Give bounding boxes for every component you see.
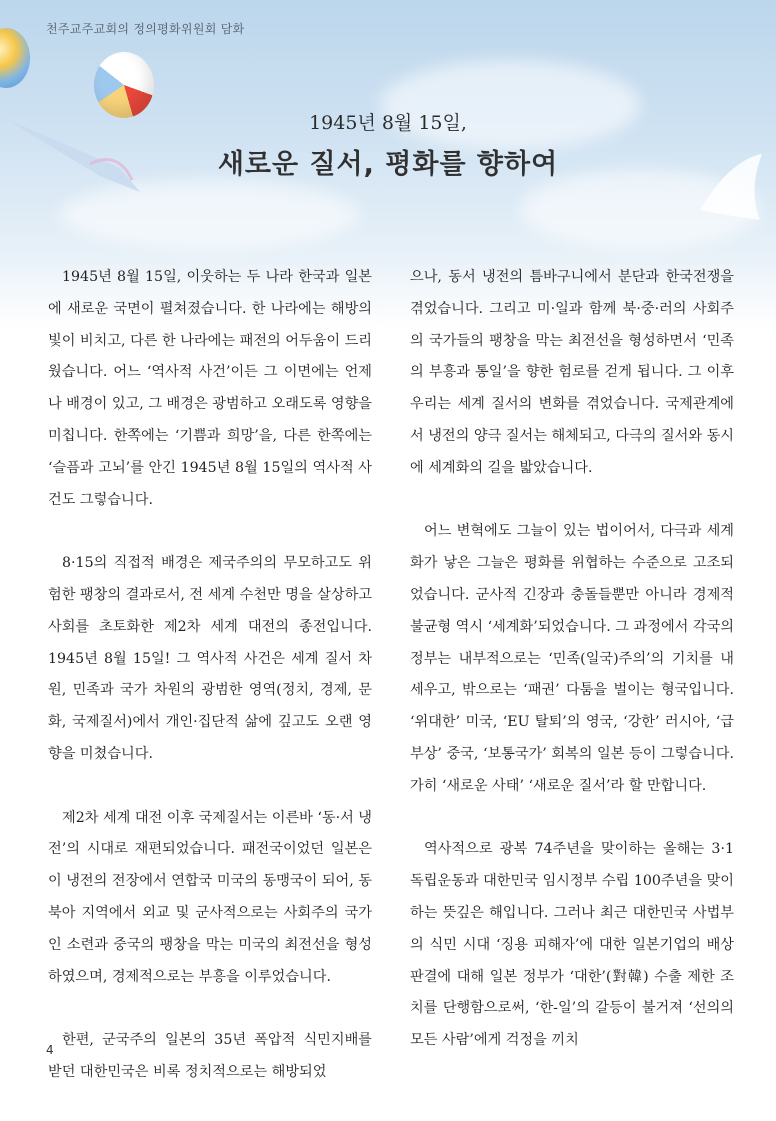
left-text-column (48, 262, 372, 1121)
paragraph: 8·15의 직접적 배경은 제국주의의 무모하고도 위험한 팽창의 결과로서, 전 세계 수천만 명을 살상하고 사회를 초토화한 제2차 세계 대전의 종전입니다. 1945년 8월 15일! 그 역사적 사건은 세계 질서 차원, 민족과 국가 차원의 광범한 영역(정치, 경제, 문화, 국제질서)에서 개인·집단적 삶에 깊고도 오랜 영향을 미쳤습니다. (48, 555, 372, 762)
right-text-column (410, 262, 734, 1089)
page-title: 새로운 질서, 평화를 향하여 (217, 149, 559, 180)
paragraph: 으나, 동서 냉전의 틈바구니에서 분단과 한국전쟁을 겪었습니다. 그리고 미·일과 함께 북·중·러의 사회주의 국가들의 팽창을 막는 최전선을 형성하면서 ‘민족의 부흥과 통일’을 향한 험로를 걷게 됩니다. 그 이후 우리는 세계 질서의 변화를 겪었습니다. 국제관계에서 냉전의 양극 질서는 해체되고, 다극의 질서와 동시에 세계화의 길을 밟았습니다. (410, 269, 734, 476)
paragraph: 어느 변혁에도 그늘이 있는 법이어서, 다극과 세계화가 낳은 그늘은 평화를 위협하는 수준으로 고조되었습니다. 군사적 긴장과 충돌들뿐만 아니라 경제적 불균형 역시 ‘세계화’되었습니다. 그 과정에서 각국의 정부는 내부적으로는 ‘민족(일국)주의’의 기치를 내세우고, 밖으로는 ‘패권’ 다툼을 벌이는 형국입니다. ‘위대한’ 미국, ‘EU 탈퇴’의 영국, ‘강한’ 러시아, ‘급부상’ 중국, ‘보통국가’ 회복의 일본 등이 그렇습니다. 가히 ‘새로운 사태’ ‘새로운 질서’라 할 만합니다. (410, 523, 734, 794)
paragraph: 1945년 8월 15일, 이웃하는 두 나라 한국과 일본에 새로운 국면이 펼쳐졌습니다. 한 나라에는 해방의 빛이 비치고, 다른 한 나라에는 패전의 어두움이 드리웠습니다. 어느 ‘역사적 사건’이든 그 이면에는 언제나 배경이 있고, 그 배경은 광범하고 오래도록 영향을 미칩니다. 한쪽에는 ‘기쁨과 희망’을, 다른 한쪽에는 ‘슬픔과 고뇌’를 안긴 1945년 8월 15일의 역사적 사건도 그렇습니다. (48, 269, 372, 508)
paragraph: 제2차 세계 대전 이후 국제질서는 이른바 ‘동·서 냉전’의 시대로 재편되었습니다. 패전국이었던 일본은 이 냉전의 전장에서 연합국 미국의 동맹국이 되어, 동북아 지역에서 외교 및 군사적으로는 사회주의 국가인 소련과 중국의 팽창을 막는 미국의 최전선을 형성하였으며, 경제적으로는 부흥을 이루었습니다. (48, 809, 373, 985)
page-number: 4 (46, 1043, 54, 1057)
paragraph: 역사적으로 광복 74주년을 맞이하는 올해는 3·1 독립운동과 대한민국 임시정부 수립 100주년을 맞이하는 뜻깊은 해입니다. 그러나 최근 대한민국 사법부의 식민 시대 ‘징용 피해자’에 대한 일본기업의 배상 판결에 대해 일본 정부가 ‘대한’(對韓) 수출 제한 조치를 단행함으로써, ‘한-일’의 갈등이 불거져 ‘선의의 모든 사람’에게 걱정을 끼치 (410, 841, 734, 1049)
balloon-decoration-left (0, 28, 30, 88)
paragraph: 한편, 군국주의 일본의 35년 폭압적 식민지배를 받던 대한민국은 비록 정치적으로는 해방되었 (48, 1032, 372, 1080)
header-label: 천주교주교회의 정의평화위원회 담화 (46, 22, 245, 36)
cloud-decoration (380, 60, 640, 150)
title-date-line: 1945년 8월 15일, (309, 112, 467, 134)
